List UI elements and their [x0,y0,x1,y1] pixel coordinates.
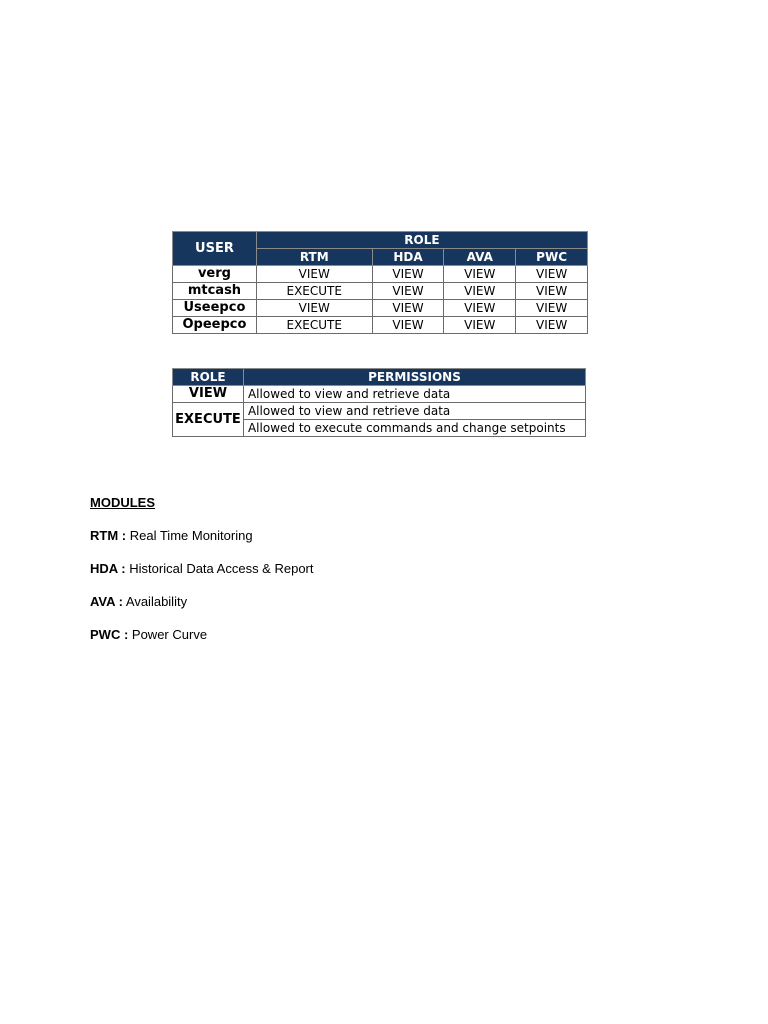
module-header-ava: AVA [444,249,516,266]
module-code: AVA : [90,594,123,609]
role-cell-ava: VIEW [444,266,516,283]
role-cell-hda: VIEW [372,317,444,334]
module-description: Historical Data Access & Report [129,561,314,576]
role-cell-hda: VIEW [372,266,444,283]
table-row [173,283,588,300]
module-code: PWC : [90,627,129,642]
role-cell-pwc: VIEW [516,317,588,334]
modules-legend [90,495,313,660]
role-cell-hda: VIEW [372,283,444,300]
table-row [173,403,586,420]
modules-title: MODULES [90,495,155,510]
role-cell-ava: VIEW [444,283,516,300]
module-code: HDA : [90,561,126,576]
module-item-ava [90,594,313,610]
permission-description: Allowed to view and retrieve data [243,403,585,420]
role-cell-pwc: VIEW [516,266,588,283]
role-cell-pwc: VIEW [516,300,588,317]
table-row [173,300,588,317]
user-name: verg [173,266,257,283]
module-description: Real Time Monitoring [129,528,253,543]
role-permissions-table [172,368,586,437]
role-cell-pwc: VIEW [516,283,588,300]
module-item-hda [90,561,313,577]
module-description: Power Curve [131,627,208,642]
permissions-column-header: PERMISSIONS [243,369,585,386]
user-name: mtcash [173,283,257,300]
table-row [173,317,588,334]
module-header-pwc: PWC [516,249,588,266]
role-name-view: VIEW [173,386,244,403]
user-name: Opeepco [173,317,257,334]
user-column-header: USER [173,232,257,266]
permission-description: Allowed to execute commands and change setpoints [243,420,585,437]
role-cell-ava: VIEW [444,317,516,334]
role-column-header: ROLE [173,369,244,386]
role-cell-hda: VIEW [372,300,444,317]
role-cell-rtm: VIEW [256,266,372,283]
table-row [173,386,586,403]
user-role-table [172,231,588,334]
module-header-rtm: RTM [256,249,372,266]
role-cell-ava: VIEW [444,300,516,317]
module-code: RTM : [90,528,127,543]
module-item-pwc [90,627,313,643]
role-cell-rtm: EXECUTE [256,283,372,300]
role-cell-rtm: VIEW [256,300,372,317]
user-name: Useepco [173,300,257,317]
role-cell-rtm: EXECUTE [256,317,372,334]
module-header-hda: HDA [372,249,444,266]
module-description: Availability [125,594,188,609]
table-row [173,266,588,283]
role-name-execute: EXECUTE [173,403,244,437]
role-column-group-header: ROLE [256,232,587,249]
permission-description: Allowed to view and retrieve data [243,386,585,403]
module-item-rtm [90,528,313,544]
